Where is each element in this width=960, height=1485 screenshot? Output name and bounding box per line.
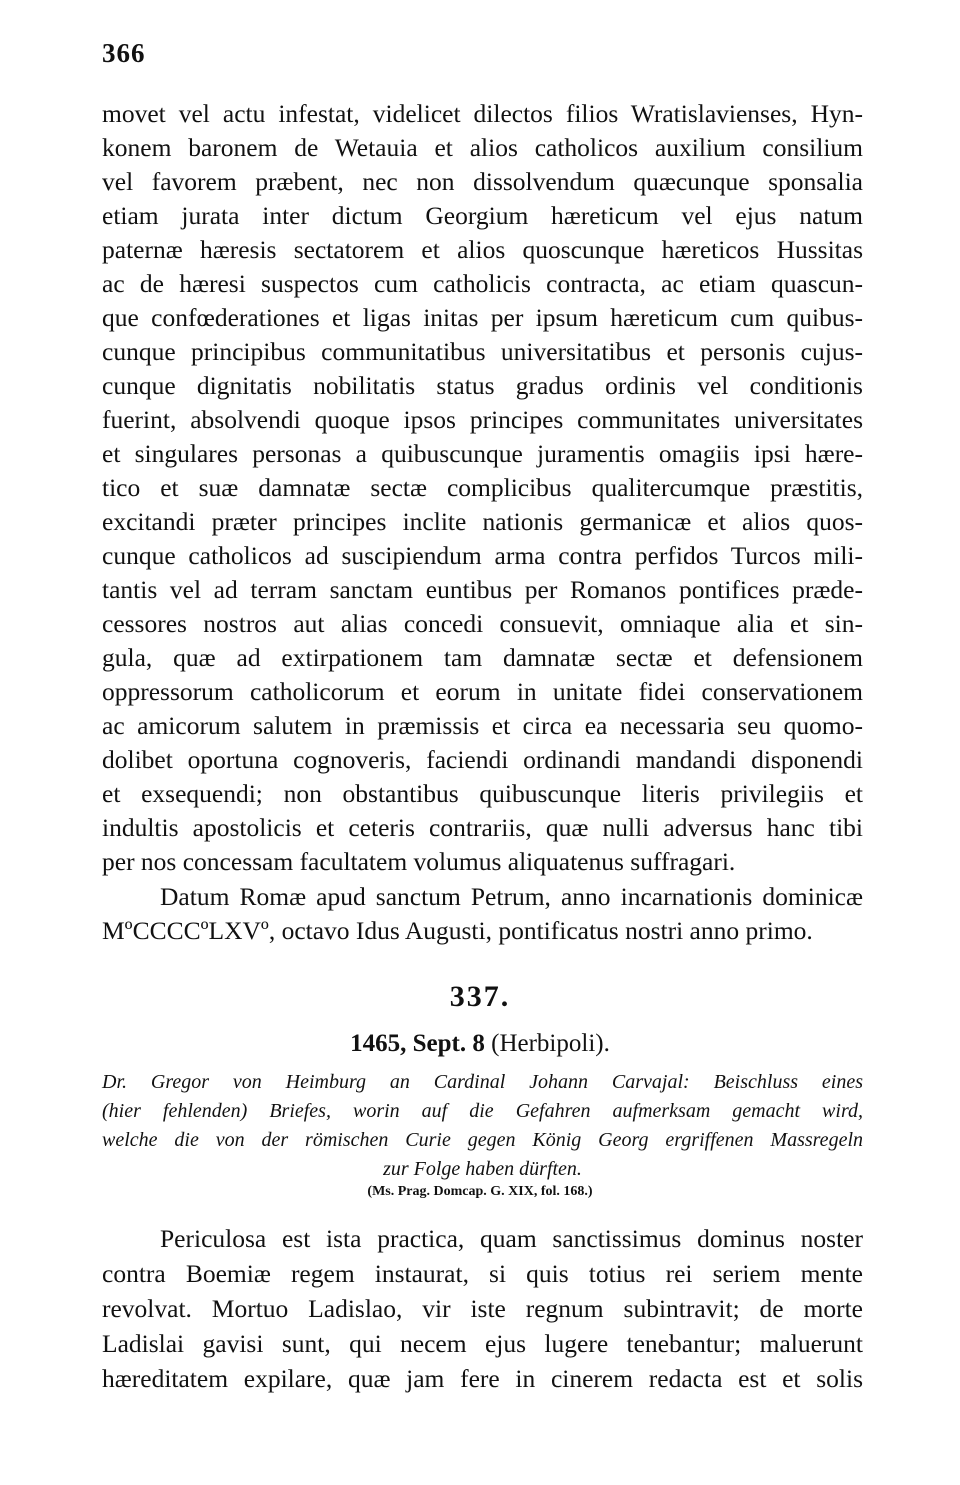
text-line: etiam jurata inter dictum Georgium hæreticum vel ejus natum bbox=[102, 201, 863, 230]
text-line: paternæ hæresis sectatorem et alios quoscunque hæreticos Hussitas bbox=[102, 235, 863, 264]
regest-line: welche die von der römischen Curie gegen König Georg ergriffenen Massregeln bbox=[102, 1129, 863, 1151]
regest-line: (hier fehlenden) Briefes, worin auf die Gefahren aufmerksam gemacht wird, bbox=[102, 1100, 863, 1122]
text-line: vel favorem præbent, nec non dissolvendum quæcunque sponsalia bbox=[102, 167, 863, 196]
text-line: cunque dignitatis nobilitatis status gradus ordinis vel conditionis bbox=[102, 371, 863, 400]
text-line: et singulares personas a quibuscunque juramentis omagiis ipsi hære- bbox=[102, 439, 863, 468]
text-line: ac amicorum salutem in præmissis et circa ea necessaria seu quomo- bbox=[102, 711, 863, 740]
text-line: konem baronem de Wetauia et alios catholicos auxilium consilium bbox=[102, 133, 863, 162]
text-line: ac de hæresi suspectos cum catholicis contracta, ac etiam quascun- bbox=[102, 269, 863, 298]
text-line: movet vel actu infestat, videlicet dilectos filios Wratislavienses, Hyn- bbox=[102, 99, 863, 128]
text-line: tico et suæ damnatæ sectæ complicibus qualitercumque præstitis, bbox=[102, 473, 863, 502]
text-line: cunque catholicos ad suscipiendum arma contra perfidos Turcos mili- bbox=[102, 541, 863, 570]
page-number: 366 bbox=[102, 38, 146, 68]
document-date-year: 1465, Sept. 8 bbox=[350, 1030, 485, 1057]
regest-line: zur Folge haben dürften. bbox=[383, 1158, 582, 1180]
text-line: gula, quæ ad extirpationem tam damnatæ sectæ et defensionem bbox=[102, 643, 863, 672]
text-line: cessores nostros aut alias concedi consuevit, omniaque alia et sin- bbox=[102, 609, 863, 638]
text-line: oppressorum catholicorum et eorum in unitate fidei conservationem bbox=[102, 677, 863, 706]
text-line: tantis vel ad terram sanctam euntibus per Romanos pontifices præde- bbox=[102, 575, 863, 604]
document-date bbox=[0, 1030, 960, 1058]
text-line: per nos concessam facultatem volumus aliquatenus suffragari. bbox=[102, 847, 736, 876]
dating-line: Datum Romæ apud sanctum Petrum, anno incarnationis dominicæ bbox=[160, 882, 863, 911]
text-line: fuerint, absolvendi quoque ipsos principes communitates universitates bbox=[102, 405, 863, 434]
text-line: Ladislai gavisi sunt, qui necem ejus lugere tenebantur; maluerunt bbox=[102, 1329, 863, 1358]
text-line: excitandi præter principes inclite nationis germanicæ et alios quos- bbox=[102, 507, 863, 536]
text-line: cunque principibus communitatibus universitatibus et personis cujus- bbox=[102, 337, 863, 366]
text-line: revolvat. Mortuo Ladislao, vir iste regnum subintravit; de morte bbox=[102, 1294, 863, 1323]
document-number: 337. bbox=[449, 980, 511, 1013]
source-reference: (Ms. Prag. Domcap. G. XIX, fol. 168.) bbox=[367, 1184, 593, 1199]
document-date-place: (Herbipoli). bbox=[491, 1030, 610, 1057]
text-line: que confœderationes et ligas initas per ipsum hæreticum cum quibus- bbox=[102, 303, 863, 332]
text-line: et exsequendi; non obstantibus quibuscunque literis privilegiis et bbox=[102, 779, 863, 808]
dating-line: MºCCCCºLXVº, octavo Idus Augusti, pontificatus nostri anno primo. bbox=[102, 916, 813, 945]
text-line: Periculosa est ista practica, quam sanctissimus dominus noster bbox=[160, 1224, 863, 1253]
text-line: hæreditatem expilare, quæ jam fere in cinerem redacta est et solis bbox=[102, 1364, 863, 1393]
text-line: contra Boemiæ regem instaurat, si quis totius rei seriem mente bbox=[102, 1259, 863, 1288]
text-line: dolibet oportuna cognoveris, faciendi ordinandi mandandi disponendi bbox=[102, 745, 863, 774]
text-line: indultis apostolicis et ceteris contrariis, quæ nulli adversus hanc tibi bbox=[102, 813, 863, 842]
regest-line: Dr. Gregor von Heimburg an Cardinal Johann Carvajal: Beischluss eines bbox=[102, 1071, 863, 1093]
